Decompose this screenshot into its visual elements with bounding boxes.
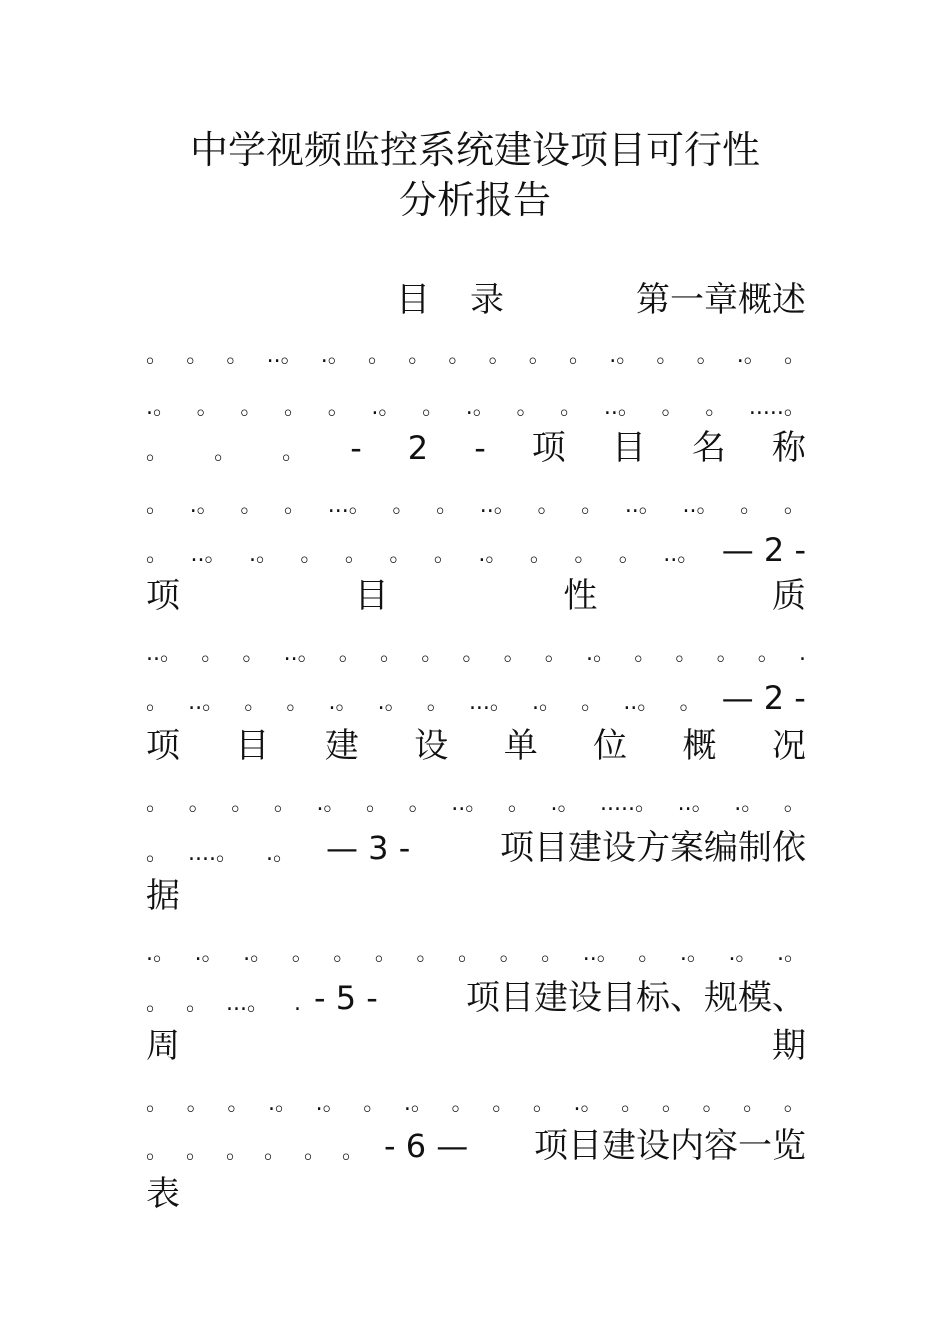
leader-dot: 。 <box>574 542 597 567</box>
toc-entry-text: 质 <box>771 576 806 616</box>
leader-dot: 。 <box>284 395 307 420</box>
leader-dot: 。 <box>196 395 219 420</box>
leader-dot: 。 <box>146 690 169 715</box>
leader-dot: 。 <box>634 641 657 666</box>
leader-dot: 。 <box>363 1091 386 1116</box>
toc-leader-row <box>146 784 806 824</box>
title-line-2: 分析报告 <box>398 178 551 222</box>
leader-dot: 。 <box>284 493 307 518</box>
leader-dot: . <box>799 641 806 666</box>
toc-heading-lu: 录 <box>470 280 504 320</box>
leader-dot: 。 <box>146 542 169 567</box>
leader-dot: 。 <box>146 1139 169 1164</box>
toc-entry-text: 建 <box>324 726 359 766</box>
leader-dot: ..。 <box>283 641 320 666</box>
leader-dot: ..。 <box>146 641 182 666</box>
leader-dot: 。 <box>462 641 485 666</box>
leader-dot: 。 <box>499 941 522 966</box>
toc-entry-text: 称 <box>771 428 806 468</box>
leader-dot: .。 <box>777 941 806 966</box>
leader-dot: 。 <box>333 941 356 966</box>
leader-dot: 。 <box>448 343 471 368</box>
toc-heading-row <box>146 280 806 320</box>
leader-dot: 。 <box>544 641 567 666</box>
leader-dot: .。 <box>316 791 346 816</box>
leader-dot: .。 <box>328 690 358 715</box>
leader-dot: 。 <box>240 493 263 518</box>
toc-entry-text: 期 <box>772 1026 806 1066</box>
leader-dot: .。 <box>532 690 562 715</box>
leader-dot: 。 <box>244 690 267 715</box>
leader-dot: 。 <box>146 791 169 816</box>
leader-dot: 。 <box>408 343 431 368</box>
leader-dot: ..。 <box>266 343 303 368</box>
leader-dot: 。 <box>327 395 350 420</box>
toc-entry-row <box>146 876 806 916</box>
leader-dot: 。 <box>702 1091 725 1116</box>
leader-dot: ...。 <box>327 493 371 518</box>
leader-dot: 。 <box>338 641 361 666</box>
leader-dot: .。 <box>189 493 219 518</box>
page-number: — 2 - <box>721 679 806 717</box>
leader-dot: 。 <box>569 343 592 368</box>
toc-entry-row <box>146 726 806 766</box>
toc-entry-text: 项目建设方案编制依 <box>500 828 806 868</box>
leader-dot: 。 <box>342 1139 365 1164</box>
toc-entry-text: 性 <box>563 576 598 616</box>
leader-dot: 。 <box>560 395 583 420</box>
leader-dot: 。 <box>661 1091 684 1116</box>
leader-dot: 。 <box>783 493 806 518</box>
toc-entry-text: 目 <box>235 726 270 766</box>
leader-dot: 。 <box>186 343 209 368</box>
leader-dot: .。 <box>243 941 273 966</box>
leader-dot: 。 <box>492 1091 515 1116</box>
leader-dot: 。 <box>421 641 444 666</box>
toc-entry-row <box>146 1026 806 1066</box>
leader-dot: ..。 <box>188 690 225 715</box>
leader-dot: 。 <box>426 690 449 715</box>
leader-dot: 。 <box>537 493 560 518</box>
toc-entry-text: 据 <box>146 876 180 916</box>
toc-entry-text: 名 <box>691 428 726 468</box>
leader-dot: 。 <box>366 791 389 816</box>
toc-entry-row <box>146 978 806 1018</box>
leader-dot: 。 <box>503 641 526 666</box>
leader-dot: .。 <box>465 395 495 420</box>
leader-dot: .。 <box>266 841 295 866</box>
page-number: — 2 - <box>721 531 806 569</box>
leader-dot: 。 <box>783 1091 806 1116</box>
toc-entry-text: 设 <box>414 726 449 766</box>
toc-entry-text: 项目建设内容一览 <box>534 1126 806 1166</box>
leader-dot: .。 <box>248 542 278 567</box>
leader-dot: 。 <box>188 791 211 816</box>
leader-dot: 。 <box>458 941 481 966</box>
leader-dot: .。 <box>736 343 766 368</box>
toc-entry-text: 单 <box>503 726 538 766</box>
leader-dot: .。 <box>146 395 175 420</box>
leader-dot: ..。 <box>624 493 661 518</box>
leader-dot: ..。 <box>603 395 640 420</box>
leader-dot: .。 <box>609 343 639 368</box>
leader-dot: 。 <box>581 493 604 518</box>
leader-dot: ..。 <box>479 493 516 518</box>
leader-dot: 。 <box>532 1091 555 1116</box>
toc-entry-text: 项 <box>146 576 180 616</box>
toc-entry-text: 位 <box>593 726 628 766</box>
leader-dot: .。 <box>194 941 224 966</box>
leader-dot: .。 <box>146 941 175 966</box>
leader-dot: .。 <box>679 941 709 966</box>
toc-entry-row <box>146 576 806 616</box>
toc-entry-text: 表 <box>146 1174 180 1214</box>
toc-leader-row <box>146 486 806 526</box>
leader-dot: ..。 <box>663 542 700 567</box>
leader-dot: 。 <box>740 493 763 518</box>
leader-dot: 。 <box>344 542 367 567</box>
leader-dot: 。 <box>186 1139 209 1164</box>
toc-entry-row <box>146 1174 806 1214</box>
leader-dot: 。 <box>273 791 296 816</box>
leader-dot: 。 <box>231 791 254 816</box>
leader-dot: ..。 <box>677 791 714 816</box>
toc-entry-row <box>146 828 806 868</box>
leader-dot: 。 <box>367 343 390 368</box>
leader-dot: 。 <box>226 1139 249 1164</box>
leader-dot: 。 <box>696 343 719 368</box>
leader-dot: 。 <box>242 641 265 666</box>
leader-dot: .....。 <box>748 395 806 420</box>
leader-dot: 。 <box>638 941 661 966</box>
leader-dot: .....。 <box>600 791 658 816</box>
leader-dot: 。 <box>408 791 431 816</box>
leader-dot: 。 <box>433 542 456 567</box>
leader-dot: ..。 <box>682 493 719 518</box>
leader-dot: 。 <box>783 343 806 368</box>
page-number: - 6 — <box>384 1127 469 1165</box>
leader-dot: 。 <box>541 941 564 966</box>
toc-entry-text: 项目建设目标、规模、 <box>466 978 806 1018</box>
leader-dot: 。 <box>374 941 397 966</box>
leader-dot: ..。 <box>451 791 488 816</box>
leader-dot: .。 <box>267 1091 297 1116</box>
toc-entry-row <box>146 428 806 468</box>
leader-dot: .。 <box>728 941 758 966</box>
leader-dot: 。 <box>146 1091 169 1116</box>
leader-dot: 。 <box>226 343 249 368</box>
page-number: - <box>474 429 486 467</box>
leader-dot: 。 <box>618 542 641 567</box>
leader-dot: ...。 <box>468 690 512 715</box>
leader-dot: 。 <box>528 343 551 368</box>
leader-dot: 。 <box>201 641 224 666</box>
leader-dot: 。 <box>743 1091 766 1116</box>
leader-dot: 。 <box>757 641 780 666</box>
leader-dot: 。 <box>264 1139 287 1164</box>
leader-dot: 。 <box>389 542 412 567</box>
leader-dot: .。 <box>377 690 407 715</box>
leader-dot: . <box>294 991 301 1016</box>
leader-dot: 。 <box>705 395 728 420</box>
leader-dot: .。 <box>573 1091 603 1116</box>
leader-dot: 。 <box>436 493 459 518</box>
leader-dot: 。 <box>146 440 169 465</box>
leader-dot: 。 <box>422 395 445 420</box>
leader-dot: .。 <box>586 641 615 666</box>
leader-dot: 。 <box>379 641 402 666</box>
page-number: — 3 - <box>326 829 411 867</box>
toc-leader-row <box>146 530 806 570</box>
leader-dot: ..。 <box>190 542 227 567</box>
page-number: - 5 - <box>314 979 378 1017</box>
leader-dot: 。 <box>621 1091 644 1116</box>
leader-dot: 。 <box>656 343 679 368</box>
leader-dot: 。 <box>675 641 698 666</box>
leader-dot: 。 <box>451 1091 474 1116</box>
leader-dot: .。 <box>734 791 764 816</box>
toc-leader-row <box>146 934 806 974</box>
leader-dot: 。 <box>291 941 314 966</box>
leader-dot: 。 <box>227 1091 250 1116</box>
leader-dot: .。 <box>478 542 508 567</box>
toc-leader-row <box>146 634 806 674</box>
leader-dot: .。 <box>550 791 580 816</box>
leader-dot: 。 <box>679 690 702 715</box>
leader-dot: 。 <box>507 791 530 816</box>
leader-dot: .。 <box>371 395 401 420</box>
toc-entry-text: 况 <box>771 726 806 766</box>
toc-entry-text: 周 <box>146 1026 180 1066</box>
leader-dot: 。 <box>516 395 539 420</box>
leader-dot: 。 <box>716 641 739 666</box>
leader-dot: 。 <box>392 493 415 518</box>
leader-dot: 。 <box>186 991 209 1016</box>
toc-entry-text: 目 <box>354 576 389 616</box>
leader-dot: 。 <box>146 493 169 518</box>
leader-dot: 。 <box>240 395 263 420</box>
toc-leader-row <box>146 388 806 428</box>
title-line-1: 中学视频监控系统建设项目可行性 <box>189 128 760 172</box>
page-number: 2 <box>407 429 429 467</box>
leader-dot: 。 <box>661 395 684 420</box>
leader-dot: ..。 <box>582 941 619 966</box>
leader-dot: 。 <box>783 791 806 816</box>
leader-dot: 。 <box>581 690 604 715</box>
leader-dot: ...。 <box>226 991 269 1016</box>
page-number: - <box>350 429 362 467</box>
leader-dot: ....。 <box>188 841 238 866</box>
leader-dot: 。 <box>488 343 511 368</box>
leader-dot: .。 <box>403 1091 433 1116</box>
leader-dot: 。 <box>146 991 169 1016</box>
leader-dot: 。 <box>416 941 439 966</box>
toc-entry-row <box>146 1126 806 1166</box>
toc-entry-text: 项 <box>146 726 180 766</box>
leader-dot: 。 <box>186 1091 209 1116</box>
leader-dot: .。 <box>315 1091 345 1116</box>
leader-dot: 。 <box>286 690 309 715</box>
leader-dot: ..。 <box>623 690 660 715</box>
leader-dot: 。 <box>300 542 323 567</box>
leader-dot: 。 <box>214 440 237 465</box>
toc-entry-text: 项 <box>531 428 566 468</box>
leader-dot: 。 <box>529 542 552 567</box>
leader-dot: 。 <box>282 440 305 465</box>
leader-dot: 。 <box>146 343 169 368</box>
toc-entry-text: 概 <box>682 726 717 766</box>
toc-leader-row <box>146 678 806 718</box>
toc-leader-row <box>146 336 806 376</box>
leader-dot: .。 <box>320 343 350 368</box>
toc-heading-mu: 目 <box>396 280 430 320</box>
toc-leader-row <box>146 1084 806 1124</box>
leader-dot: 。 <box>146 841 169 866</box>
toc-entry-text: 目 <box>611 428 646 468</box>
leader-dot: 。 <box>304 1139 327 1164</box>
toc-chapter-1: 第一章概述 <box>636 280 806 320</box>
